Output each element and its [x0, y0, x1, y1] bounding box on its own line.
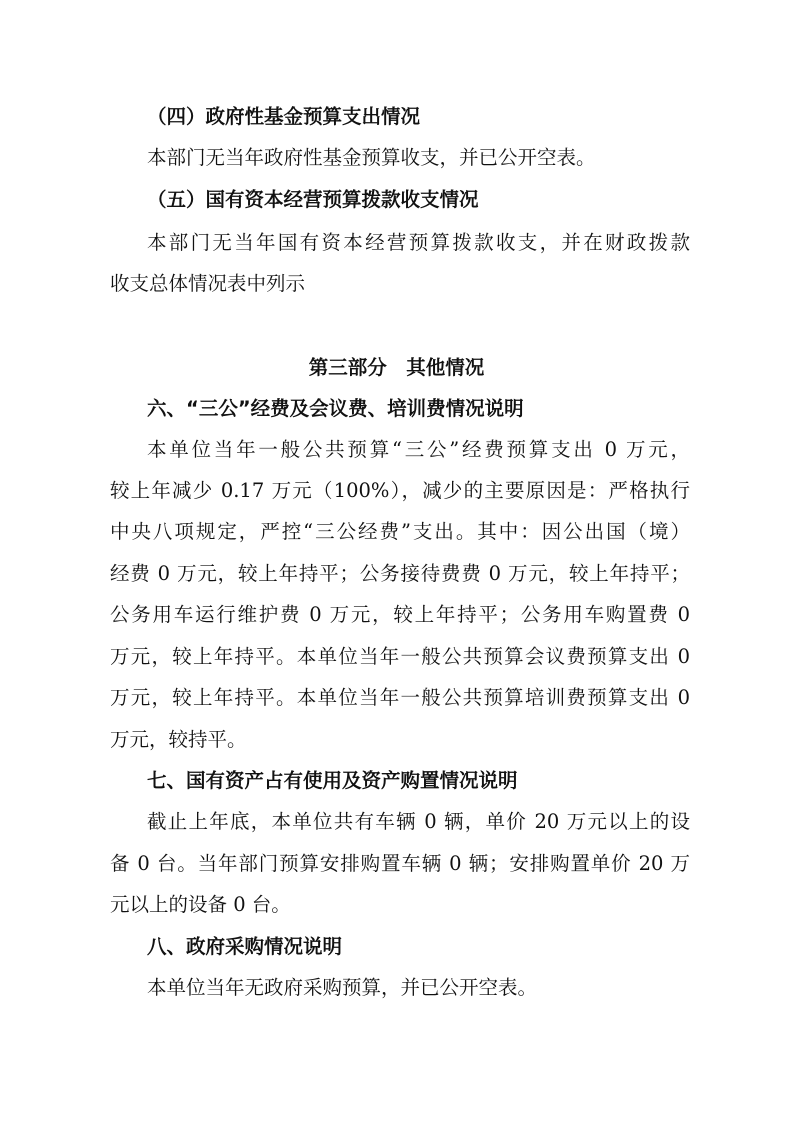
- paragraph-line: 公务用车运行维护费 0 万元，较上年持平；公务用车购置费 0: [110, 603, 690, 626]
- paragraph-line: 备 0 台。当年部门预算安排购置车辆 0 辆；安排购置单价 20 万: [110, 852, 690, 875]
- paragraph-line: 本单位当年无政府采购预算，并已公开空表。: [147, 976, 538, 999]
- paragraph-line: 元以上的设备 0 台。: [110, 893, 291, 916]
- part-title: 第三部分 其他情况: [308, 356, 485, 379]
- section-heading-4: （四）政府性基金预算支出情况: [147, 105, 421, 128]
- section-heading-7: 七、国有资产占有使用及资产购置情况说明: [147, 769, 518, 792]
- section-heading-5: （五）国有资本经营预算拨款收支情况: [147, 188, 479, 211]
- paragraph-line: 本单位当年一般公共预算“三公”经费预算支出 0 万元，: [147, 438, 690, 461]
- paragraph-line: 经费 0 万元，较上年持平；公务接待费费 0 万元，较上年持平；: [110, 562, 690, 585]
- paragraph-line: 收支总体情况表中列示: [110, 272, 306, 295]
- paragraph-line: 万元，较上年持平。本单位当年一般公共预算培训费预算支出 0: [110, 686, 690, 709]
- paragraph-line: 较上年减少 0.17 万元（100%），减少的主要原因是：严格执行: [110, 479, 690, 502]
- paragraph-line: 中央八项规定，严控“三公经费”支出。其中：因公出国（境）: [110, 520, 690, 543]
- section-heading-8: 八、政府采购情况说明: [147, 935, 343, 958]
- paragraph-line: 万元，较持平。: [110, 728, 247, 751]
- section-heading-6: 六、“三公”经费及会议费、培训费情况说明: [147, 397, 524, 420]
- paragraph-line: 本部门无当年国有资本经营预算拨款收支，并在财政拨款: [147, 231, 690, 254]
- paragraph-line: 万元，较上年持平。本单位当年一般公共预算会议费预算支出 0: [110, 645, 690, 668]
- paragraph-line: 截止上年底，本单位共有车辆 0 辆，单价 20 万元以上的设: [147, 810, 690, 833]
- paragraph-line: 本部门无当年政府性基金预算收支，并已公开空表。: [147, 146, 596, 169]
